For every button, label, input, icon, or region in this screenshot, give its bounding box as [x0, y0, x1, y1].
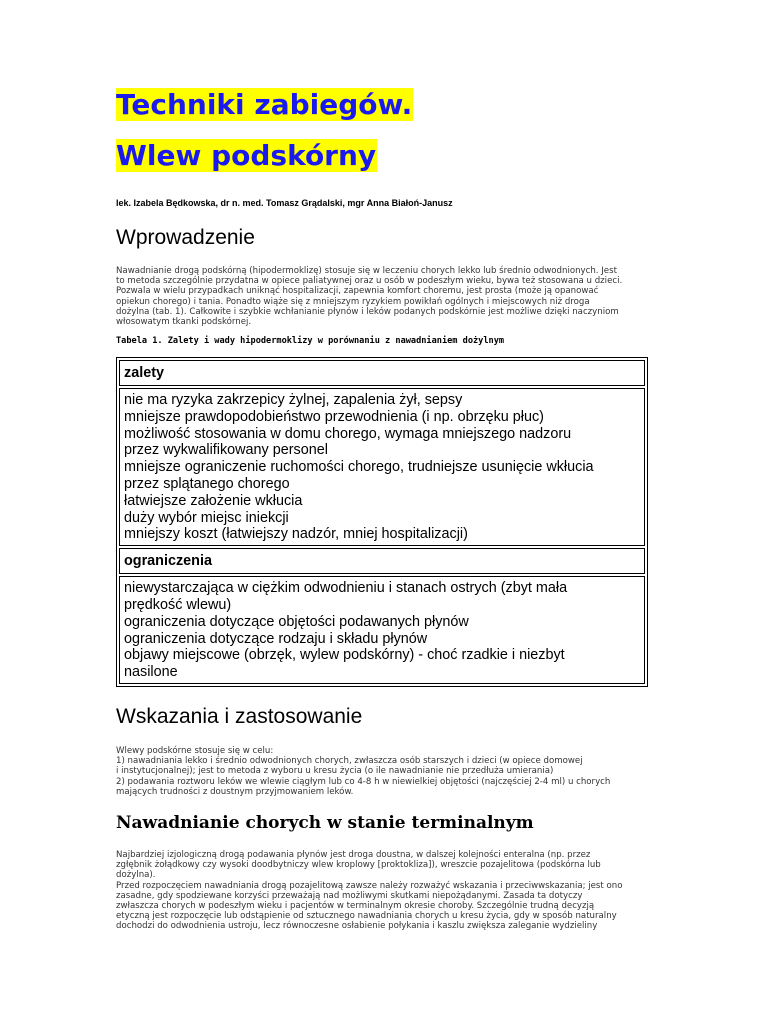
table-cell-line: nasilone	[124, 664, 178, 681]
table-cell-line: prędkość wlewu)	[124, 596, 232, 613]
table-cell-line: przez wykwalifikowany personel	[124, 442, 328, 459]
table-cell-line: nie ma ryzyka zakrzepicy żylnej, zapalenia żył, sepsy	[124, 392, 463, 408]
paragraph-line: Wlewy podskórne stosuje się w celu:	[116, 746, 274, 756]
paragraph-line: dożylna (tab. 1). Całkowite i szybkie wchłanianie płynów i leków podanych podskórnie jest możliwe dzięki naczyniom	[116, 306, 619, 317]
paragraph-line: zwłaszcza chorych w podeszłym wieku i pacjentów w terminalnym okresie choroby. Szczególnie trudną decyzją	[116, 901, 595, 912]
table-cell-line: duży wybór miejsc iniekcji	[124, 509, 289, 526]
paragraph-line: włosowatym tkanki podskórnej.	[116, 317, 252, 328]
paragraph-line: 2) podawania roztworu leków we wlewie ciągłym lub co 4-8 h w niewielkiej objętości (najczęściej 2-4 ml) u chorych	[116, 776, 611, 787]
table-header-advantages: zalety	[119, 360, 645, 386]
paragraph-line: etyczną jest rozpoczęcie lub odstąpienie od sztucznego nawadniania chorych u kresu życia, gdy w sposób naturalny	[116, 911, 617, 922]
table-cell-line: mniejsze ograniczenie ruchomości chorego, trudniejsze usunięcie wkłucia	[124, 459, 594, 476]
paragraph-line: Pozwala w wielu przypadkach uniknąć hospitalizacji, zapewnia komfort choremu, jest prosta (może ją opanować	[116, 286, 599, 297]
paragraph-line: mających trudności z doustnym przyjmowaniem leków.	[116, 786, 354, 797]
table-cell-line: ograniczenia dotyczące rodzaju i składu płynów	[124, 630, 428, 647]
document-title-line-2: Wlew podskórny	[116, 139, 377, 172]
paragraph-line: Nawadnianie drogą podskórną (hipodermoklizę) stosuje się w leczeniu chorych lekko lub średnio odwodnionych. Jest	[116, 266, 617, 276]
section-heading-introduction: Wprowadzenie	[116, 226, 255, 249]
table-cell-line: mniejsze prawdopodobieństwo przewodnienia (i np. obrzęku płuc)	[124, 408, 544, 425]
table-header-limitations: ograniczenia	[119, 548, 645, 574]
paragraph-line: dochodzi do odwodnienia ustroju, lecz równoczesne osłabienie połykania i kaszlu zwiększa zaleganie wydzieliny	[116, 921, 598, 932]
paragraph-line: dożylna).	[116, 870, 156, 881]
table-cell-line: ograniczenia dotyczące objętości podawanych płynów	[124, 613, 469, 630]
table-cell-advantages	[119, 388, 645, 546]
paragraph-line: Najbardziej izjologiczną drogą podawania płynów jest droga doustna, w dalszej kolejności enteralna (np. przez	[116, 850, 591, 860]
section-heading-indications: Wskazania i zastosowanie	[116, 705, 363, 728]
authors-line: lek. Izabela Będkowska, dr n. med. Tomasz Grądalski, mgr Anna Białoń-Janusz	[116, 198, 453, 208]
indications-paragraph	[116, 746, 652, 797]
paragraph-line: to metoda szczególnie przydatna w opiece paliatywnej oraz u osób w podeszłym wieku, bywa też stosowana u dzieci.	[116, 276, 623, 287]
section-heading-terminal-hydration: Nawadnianie chorych w stanie terminalnym	[116, 813, 534, 833]
table-cell-line: przez splątanego chorego	[124, 475, 290, 492]
paragraph-line: zasadne, gdy spodziewane korzyści przeważają nad możliwymi skutkami niepożądanymi. Zasada ta dotyczy	[116, 890, 583, 901]
table-cell-line: objawy miejscowe (obrzęk, wylew podskórny) - choć rzadkie i niezbyt	[124, 647, 565, 664]
table-cell-limitations	[119, 576, 645, 684]
table-caption: Tabela 1. Zalety i wady hipodermoklizy w porównaniu z nawadnianiem dożylnym	[116, 336, 505, 346]
table-cell-line: niewystarczająca w ciężkim odwodnieniu i stanach ostrych (zbyt mała	[124, 580, 568, 597]
introduction-paragraph	[116, 266, 652, 327]
paragraph-line: 1) nawadniania lekko i średnio odwodnionych chorych, zwłaszcza osób starszych i dzieci (w opiece domowej	[116, 756, 583, 767]
terminal-hydration-paragraph	[116, 850, 652, 932]
document-title-line-1: Techniki zabiegów.	[116, 88, 413, 121]
paragraph-line: Przed rozpoczęciem nawadniania drogą pozajelitową zawsze należy rozważyć wskazania i przeciwwskazania; jest ono	[116, 880, 623, 891]
paragraph-line: i instytucjonalnej); jest to metoda z wyboru u kresu życia (o ile nawadnianie nie przedłuża umierania)	[116, 766, 554, 777]
table-cell-line: łatwiejsze założenie wkłucia	[124, 492, 303, 509]
table-cell-line: możliwość stosowania w domu chorego, wymaga mniejszego nadzoru	[124, 425, 572, 442]
paragraph-line: zgłębnik żołądkowy czy wysoki doodbytniczy wlew kroplowy [proktokliza]), wreszcie pozajelitowa (podskórna lub	[116, 860, 601, 871]
comparison-table	[116, 357, 648, 687]
paragraph-line: opiekun chorego) i tania. Ponadto wiąże się z mniejszym ryzykiem powikłań ogólnych i miejscowych niż droga	[116, 296, 590, 307]
table-cell-line: mniejszy koszt (łatwiejszy nadzór, mniej hospitalizacji)	[124, 526, 468, 543]
